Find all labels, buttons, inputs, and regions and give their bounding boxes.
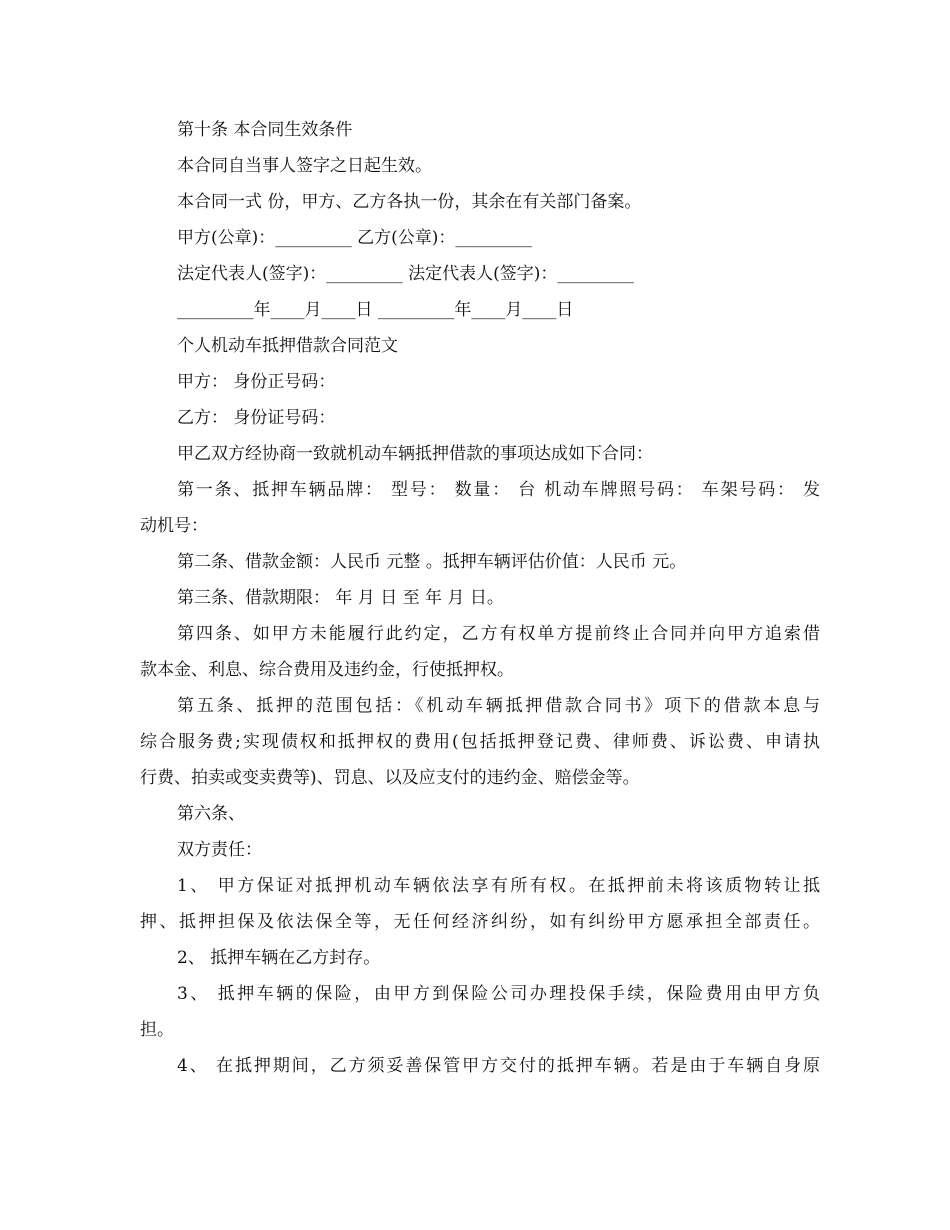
responsibility-4-line: 4、 在抵押期间，乙方须妥善保管甲方交付的抵押车辆。若是由于车辆自身原 [177, 1056, 820, 1076]
date-line: _________年____月____日 _________年____月____日 [177, 300, 574, 320]
document-body [140, 112, 820, 1084]
article-2-line: 第二条、借款金额：人民币 元整 。抵押车辆评估价值：人民币 元。 [177, 552, 687, 572]
article-4-line: 第四条、如甲方未能履行此约定，乙方有权单方提前终止合同并向甲方追索借 [177, 624, 820, 644]
article-5-line: 行费、拍卖或变卖费等)、罚息、以及应支付的违约金、赔偿金等。 [140, 768, 640, 788]
party-a-line: 甲方： 身份正号码： [177, 372, 336, 392]
article-4-line: 款本金、利息、综合费用及违约金，行使抵押权。 [140, 660, 514, 680]
article-1-line: 第一条、抵押车辆品牌： 型号： 数量： 台 机动车牌照号码： 车架号码： 发 [177, 480, 820, 500]
responsibility-1-line: 押、抵押担保及依法保全等，无任何经济纠纷，如有纠纷甲方愿承担全部责任。 [140, 912, 820, 932]
paragraph-line: 本合同自当事人签字之日起生效。 [177, 156, 432, 176]
paragraph-line: 本合同一式 份，甲方、乙方各执一份，其余在有关部门备案。 [177, 192, 642, 212]
responsibilities-heading: 双方责任： [177, 840, 262, 860]
responsibility-3-line: 担。 [140, 1020, 174, 1040]
article-6-heading: 第六条、 [177, 804, 245, 824]
article-3-line: 第三条、借款期限： 年 月 日 至 年 月 日。 [177, 588, 504, 608]
responsibility-1-line: 1、 甲方保证对抵押机动车辆依法享有所有权。在抵押前未将该质物转让抵 [177, 876, 820, 896]
paragraph-line: 甲乙双方经协商一致就机动车辆抵押借款的事项达成如下合同： [177, 444, 653, 464]
article-1-line: 动机号： [140, 516, 208, 536]
party-b-line: 乙方： 身份证号码： [177, 408, 336, 428]
article-10-heading: 第十条 本合同生效条件 [177, 120, 353, 140]
article-5-line: 综合服务费;实现债权和抵押权的费用(包括抵押登记费、律师费、诉讼费、申请执 [140, 732, 820, 752]
article-5-line: 第五条、抵押的范围包括：《机动车辆抵押借款合同书》项下的借款本息与 [177, 696, 820, 716]
responsibility-2-line: 2、 抵押车辆在乙方封存。 [177, 948, 381, 968]
contract-title: 个人机动车抵押借款合同范文 [177, 336, 398, 356]
representative-signature-line: 法定代表人(签字)：_________ 法定代表人(签字)：_________ [177, 264, 634, 284]
party-seal-line: 甲方(公章)：_________ 乙方(公章)：_________ [177, 228, 532, 248]
responsibility-3-line: 3、 抵押车辆的保险，由甲方到保险公司办理投保手续，保险费用由甲方负 [177, 984, 820, 1004]
